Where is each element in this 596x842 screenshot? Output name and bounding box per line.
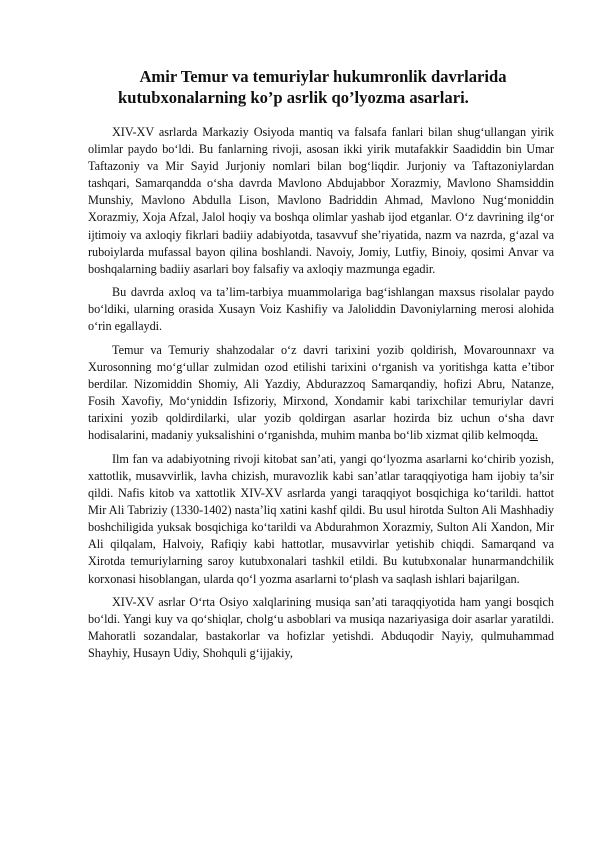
document-title (88, 66, 558, 108)
paragraph-1-text: XIV-XV asrlarda Markaziy Osiyoda mantiq va falsafa fanlari bilan shug‘ullangan yirik olimlar paydo bo‘ldi. Bu fanlarning rivoji, asosan ikki yirik mutafakkir Saadiddin bin Umar Taftazoniy va Mir Sayid Jurjoniy nomlari bilan bog‘liqdir. Jurjoniy va Taftazoniylardan tashqari, Samarqandda o‘sha davrda Mavlono Abdujabbor Xorazmiy, Mavlono Shamsiddin Munshiy, Mavlono Abdulla Lison, Mavlono Badriddin Ahmad, Mavlono Nug‘moniddin Xorazmiy, Xoja Afzal, Jalol hoqiy va boshqa olimlar yashab ijod etganlar. O‘z davrining ilg‘or ijtimoiy va axloqiy fikrlari badiiy adabiyotda, tasavvuf she’riyatida, nazm va nazrda, g‘azal va ruboiylarda mufassal bayon qilina boshlandi. Navoiy, Jomiy, Lutfiy, Binoiy, qosimi Anvar va boshqalarning badiiy asarlari boy falsafiy va axloqiy mazmunga egadir. (88, 125, 554, 276)
paragraph-3-text: Temur va Temuriy shahzodalar o‘z davri tarixini yozib qoldirish, Movarounnaxr va Xurosonning mo‘g‘ullar zulmidan ozod etilishi tarixini o‘rganish va yoritishga katta e’tibor berdilar. Nizomiddin Shomiy, Ali Yazdiy, Abdurazzoq Samarqandiy, hofizi Abru, Natanze, Fosih Xavofiy, Mo‘yniddin Isfizoriy, Mirxond, Xondamir kabi tarixchilar temuriylar davri tarixini yozib qoldirdilarki, ular yozib qoldirgan asarlar hozirda biz uchun o‘sha davr hodisalarini, madaniy yuksalishini o‘rganishda, muhim manba bo‘lib xizmat qilib kelmoqd (88, 342, 554, 443)
paragraph-4-text: Ilm fan va adabiyotning rivoji kitobat san’ati, yangi qo‘lyozma asarlarni ko‘chirib yozish, xattotlik, musavvirlik, lavha chizish, muravozlik kabi san’atlar taraqqiyotiga ham ijobiy ta’sir qildi. Nafis kitob va xattotlik XIV-XV asrlarda yangi taraqqiyot bosqichiga ko‘tarildi. hattot Mir Ali Tabriziy (1330-1402) nasta’liq xatini kashf qildi. Bu usul hirotda Sulton Ali Mashhadiy boshchiligida yuksak bosqichiga ko‘tarildi va Abdurahmon Xorazmiy, Sulton Ali Xandon, Mir Ali qilqalam, Halvoiy, Rafiqiy kabi hattotlar, musavvirlar yetishib chiqdi. Samarqand va Xirotda temuriylarning saroy kutubxonalari tashkil etildi. Bu kutubxonalar hunarmandchilik korxonasi hisoblangan, ularda qo‘l yozma asarlarni to‘plash va saqlash ishlari bajarilgan. (88, 451, 554, 586)
paragraph-3-underlined-tail: a. (529, 428, 538, 443)
document-body (88, 124, 554, 669)
paragraph-5 (88, 594, 554, 662)
paragraph-2-text: Bu davrda axloq va ta’lim-tarbiya muammolariga bag‘ishlangan maxsus risolalar paydo bo‘ldiki, ularning orasida Xusayn Voiz Kashifiy va Jaloliddin Davoniylarning merosi alohida o‘rin egallaydi. (88, 285, 554, 334)
paragraph-2 (88, 284, 554, 335)
title-line-1: Amir Temur va temuriylar hukumronlik davrlarida (139, 67, 507, 86)
paragraph-1 (88, 124, 554, 278)
paragraph-3 (88, 342, 554, 445)
title-line-2: kutubxonalarning ko’p asrlik qo’lyozma asarlari. (118, 88, 469, 107)
paragraph-5-text: XIV-XV asrlar O‘rta Osiyo xalqlarining musiqa san’ati taraqqiyotida ham yangi bosqich bo‘ldi. Yangi kuy va qo‘shiqlar, cholg‘u asboblari va musiqa nazariyasiga doir asarlar yaratildi. Mahoratli sozandalar, bastakorlar va hofizlar yetishdi. Abduqodir Nayiy, qulmuhammad Shayhiy, Husayn Udiy, Shohquli g‘ijjakiy, (88, 595, 554, 661)
paragraph-4 (88, 451, 554, 588)
